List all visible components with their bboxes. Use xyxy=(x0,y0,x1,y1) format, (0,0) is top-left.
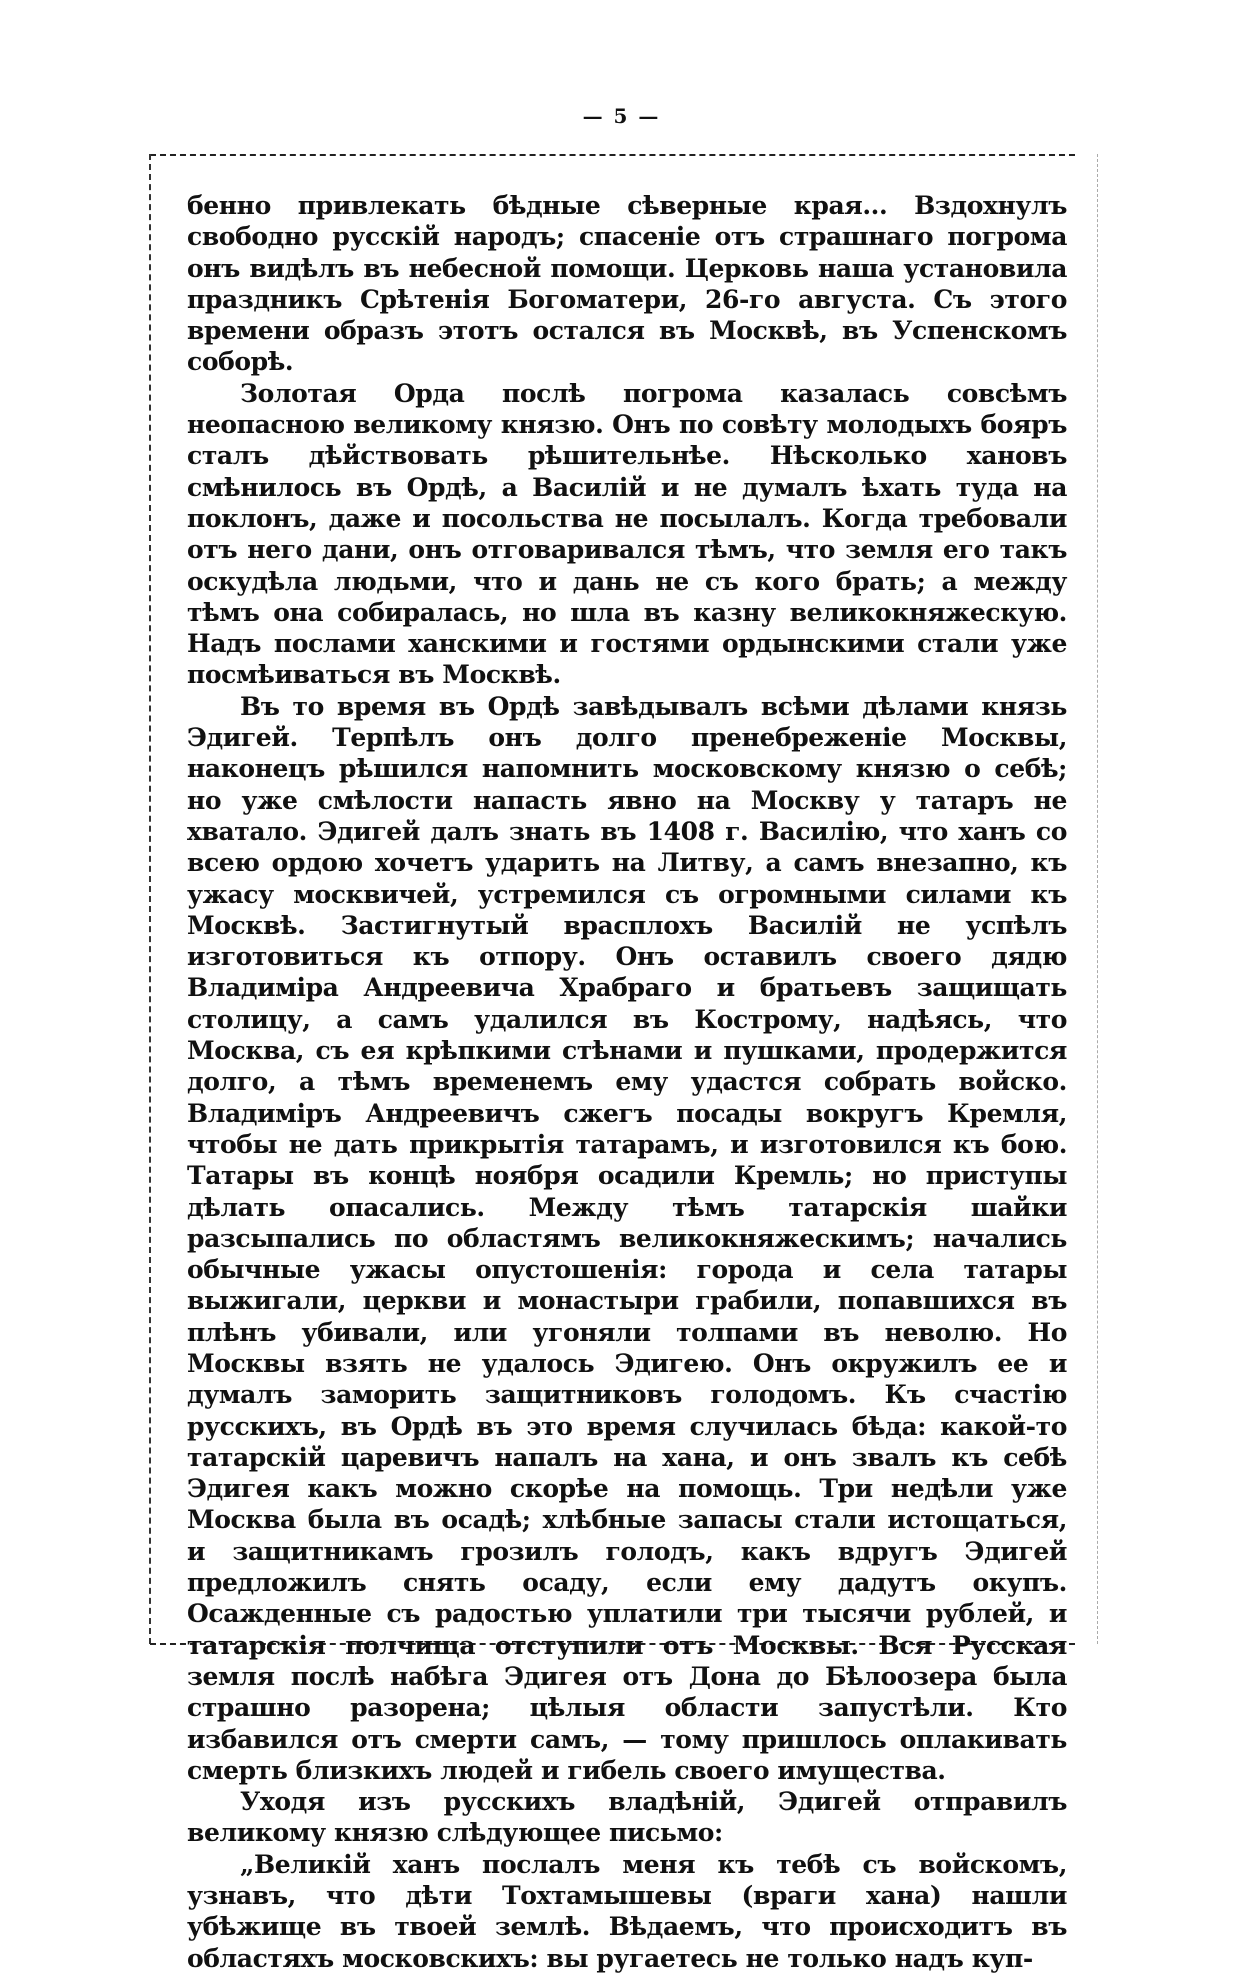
paragraph: Уходя изъ русскихъ владѣній, Эдигей отправилъ великому князю слѣдующее письмо: xyxy=(187,1787,1067,1848)
paragraph: Золотая Орда послѣ погрома казалась совсѣмъ неопасною великому князю. Онъ по совѣту молодыхъ бояръ сталъ дѣйствовать рѣшительнѣе. Нѣсколько хановъ смѣнилось въ Ордѣ, а Василій и не думалъ ѣхать туда на поклонъ, даже и посольства не посылалъ. Когда требовали отъ него дани, онъ отговаривался тѣмъ, что земля его такъ оскудѣла людьми, что и дань не съ кого брать; а между тѣмъ она собиралась, но шла въ казну великокняжескую. Надъ послами ханскими и гостями ордынскими стали уже посмѣиваться въ Москвѣ. xyxy=(187,378,1067,690)
body-text xyxy=(187,190,1067,1974)
paragraph: Въ то время въ Ордѣ завѣдывалъ всѣми дѣлами князь Эдигей. Терпѣлъ онъ долго пренебреженіе Москвы, наконецъ рѣшился напомнить московскому князю о себѣ; но уже смѣлости напасть явно на Москву у татаръ не хватало. Эдигей далъ знать въ 1408 г. Василію, что ханъ со всею ордою хочетъ ударить на Литву, а самъ внезапно, къ ужасу москвичей, устремился съ огромными силами къ Москвѣ. Застигнутый врасплохъ Василій не успѣлъ изготовиться къ отпору. Онъ оставилъ своего дядю Владиміра Андреевича Храбраго и братьевъ защищать столицу, а самъ удалился въ Кострому, надѣясь, что Москва, съ ея крѣпкими стѣнами и пушками, продержится долго, а тѣмъ временемъ ему удастся собрать войско. Владиміръ Андреевичъ сжегъ посады вокругъ Кремля, чтобы не дать прикрытія татарамъ, и изготовился къ бою. Татары въ концѣ ноября осадили Кремль; но приступы дѣлать опасались. Между тѣмъ татарскія шайки разсыпались по областямъ великокняжескимъ; начались обычные ужасы опустошенія: города и села татары выжигали, церкви и монастыри грабили, попавшихся въ плѣнъ убивали, или угоняли толпами въ неволю. Но Москвы взять не удалось Эдигею. Онъ окружилъ ее и думалъ заморить защитниковъ голодомъ. Къ счастію русскихъ, въ Ордѣ въ это время случилась бѣда: какой-то татарскій царевичъ напалъ на хана, и онъ звалъ къ себѣ Эдигея какъ можно скорѣе на помощь. Три недѣли уже Москва была въ осадѣ; хлѣбные запасы стали истощаться, и защитникамъ грозилъ голодъ, какъ вдругъ Эдигей предложилъ снять осаду, если ему дадутъ окупъ. Осажденные съ радостью уплатили три тысячи рублей, и татарскія полчища отступили отъ Москвы. Вся Русская земля послѣ набѣга Эдигея отъ Дона до Бѣлоозера была страшно разорена; цѣлыя области запустѣли. Кто избавился отъ смерти самъ, — тому пришлось оплакивать смерть близкихъ людей и гибель своего имущества. xyxy=(187,691,1067,1785)
frame-right-rule xyxy=(1097,154,1098,1644)
paragraph: бенно привлекать бѣдные сѣверные края... Вздохнулъ свободно русскій народъ; спасеніе отъ страшнаго погрома онъ видѣлъ въ небесной помощи. Церковь наша установила праздникъ Срѣтенія Богоматери, 26-го августа. Съ этого времени образъ этотъ остался въ Москвѣ, въ Успенскомъ соборѣ. xyxy=(187,191,1067,377)
frame-left-rule xyxy=(149,154,151,1644)
frame-top-rule xyxy=(150,154,1075,156)
page-number: — 5 — xyxy=(582,104,661,128)
paragraph: „Великій ханъ послалъ меня къ тебѣ съ войскомъ, узнавъ, что дѣти Тохтамышевы (враги хана) нашли убѣжище въ твоей землѣ. Вѣдаемъ, что происходитъ въ областяхъ московскихъ: вы ругаетесь не только надъ куп- xyxy=(187,1849,1067,1973)
